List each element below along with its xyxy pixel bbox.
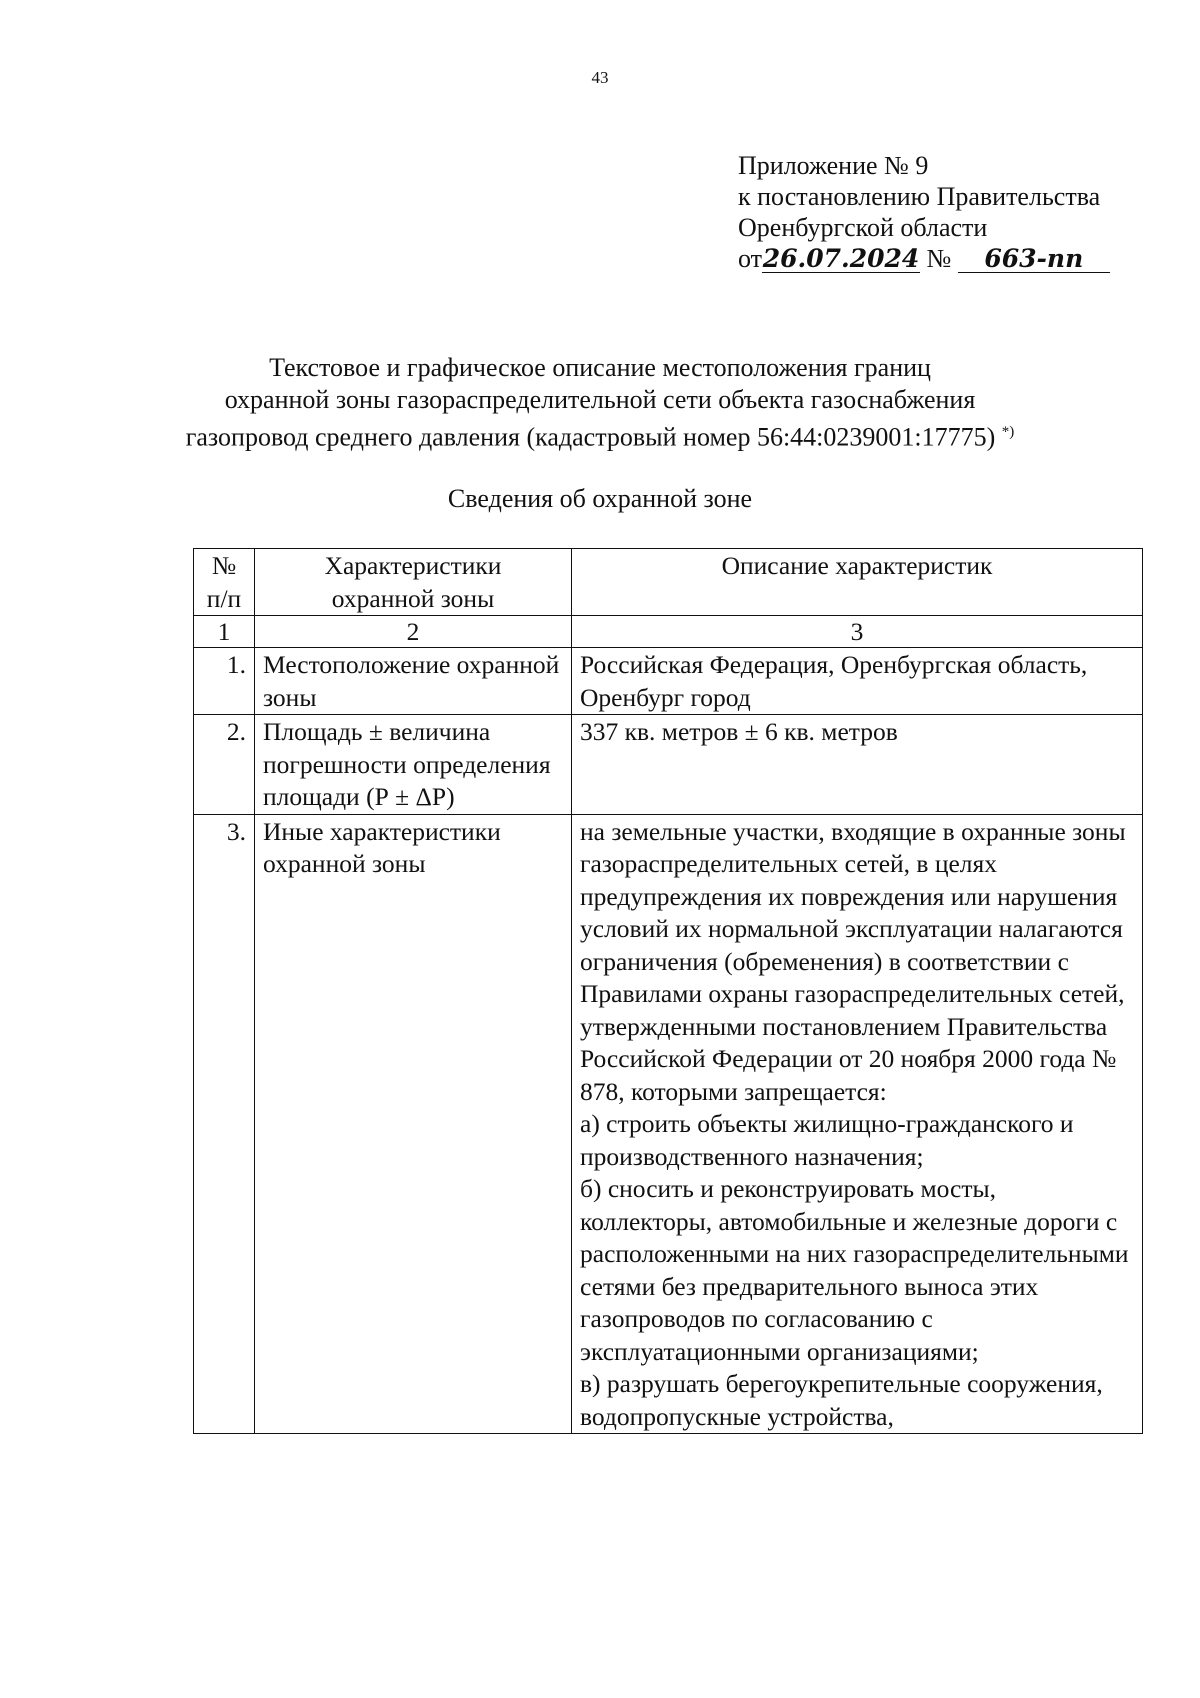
table-row [194, 715, 1143, 815]
section-subtitle: Сведения об охранной зоне [447, 484, 753, 513]
handwritten-date: 26.07.2024 [762, 244, 920, 273]
handwritten-number: 663-пп [958, 246, 1110, 273]
appendix-line-3: Оренбургской области [738, 213, 988, 242]
from-label: от [738, 244, 763, 273]
title-line-1: Текстовое и графическое описание местоположения границ [269, 353, 931, 382]
header-description: Описание характеристик [572, 549, 1143, 616]
row-description [572, 814, 1143, 1434]
appendix-line-2: к постановлению Правительства [738, 182, 1101, 211]
column-number-row [194, 616, 1143, 648]
appendix-line-1: Приложение № 9 [738, 151, 929, 180]
page-number: 43 [591, 68, 609, 87]
table-row [194, 814, 1143, 1434]
row-number: 2. [194, 715, 255, 815]
description-intro: на земельные участки, входящие в охранные зоны газораспределительных сетей, в целях предупреждения их повреждения или нарушения условий их нормальной эксплуатации налагаются ограничения (обременения) в соответствии с Правилами охраны газораспределительных сетей, утвержденными постановлением Правительства Российской Федерации от 20 ноября 2000 года № 878, которыми запрещается: [580, 816, 1126, 1106]
description-item-a: а) строить объекты жилищно-гражданского и производственного назначения; [580, 1109, 1074, 1171]
appendix-block [738, 150, 1110, 274]
table-row [194, 648, 1143, 715]
title-line-2: охранной зоны газораспределительной сети объекта газоснабжения [224, 385, 976, 414]
header-characteristics: Характеристики охранной зоны [255, 549, 572, 616]
column-number: 2 [255, 616, 572, 648]
document-title [0, 352, 1200, 454]
row-description: 337 кв. метров ± 6 кв. метров [572, 715, 1143, 815]
header-number: № п/п [194, 549, 255, 616]
description-item-c: в) разрушать берегоукрепительные сооружения, водопропускные устройства, [580, 1369, 1103, 1431]
footnote-mark: *) [1001, 424, 1015, 440]
appendix-date-line [738, 243, 1110, 274]
column-number: 3 [572, 616, 1143, 648]
row-number: 1. [194, 648, 255, 715]
row-characteristic: Площадь ± величина погрешности определения площади (Р ± ΔР) [255, 715, 572, 815]
number-label: № [926, 244, 952, 273]
row-number: 3. [194, 814, 255, 1434]
table-header-row [194, 549, 1143, 616]
description-item-b: б) сносить и реконструировать мосты, коллекторы, автомобильные и железные дороги с расположенными на них газораспределительными сетями без предварительного выноса этих газопроводов по согласованию с эксплуатационными организациями; [580, 1174, 1129, 1366]
row-description: Российская Федерация, Оренбургская область, Оренбург город [572, 648, 1143, 715]
title-line-3: газопровод среднего давления (кадастровый номер 56:44:0239001:17775) *) [185, 422, 1015, 452]
row-characteristic: Иные характеристики охранной зоны [255, 814, 572, 1434]
column-number: 1 [194, 616, 255, 648]
zone-info-table [193, 548, 1143, 1434]
row-characteristic: Местоположение охранной зоны [255, 648, 572, 715]
